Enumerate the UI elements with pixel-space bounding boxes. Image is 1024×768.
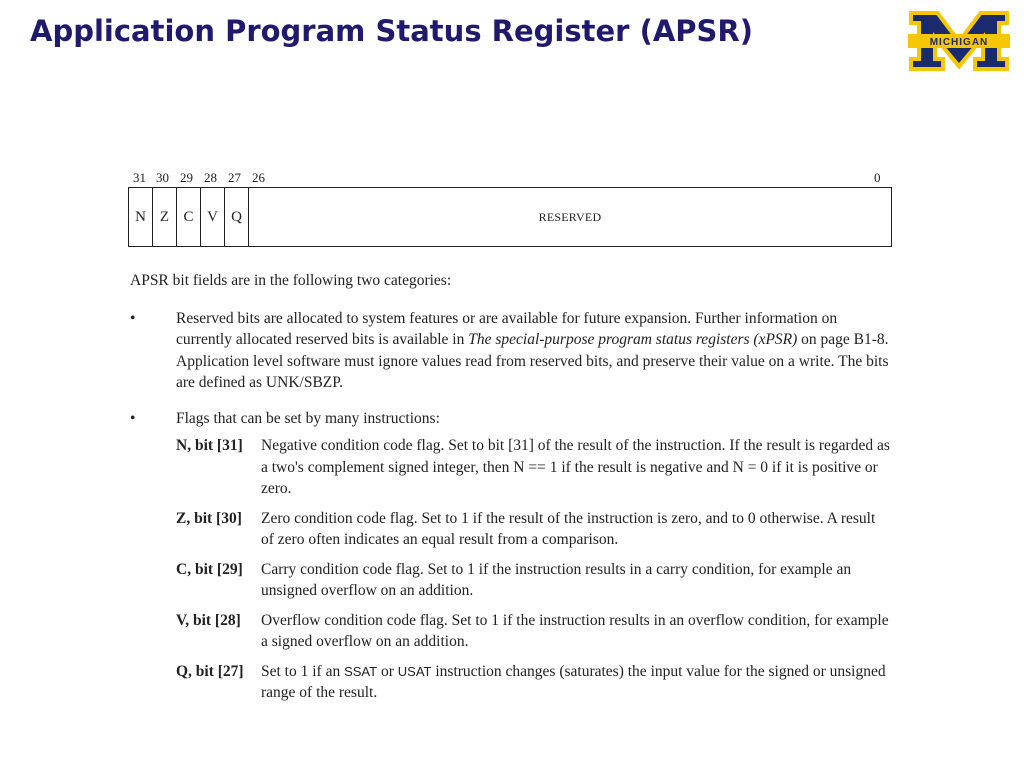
register-diagram bbox=[128, 187, 892, 247]
flag-label: N, bit [31] bbox=[176, 437, 243, 454]
bit-number: 30 bbox=[156, 170, 169, 185]
flag-description bbox=[261, 661, 892, 704]
register-flag-z: Z bbox=[153, 188, 177, 246]
q-desc-prefix: Set to 1 if an bbox=[261, 662, 345, 680]
xpsr-reference: The special-purpose program status registers (xPSR) bbox=[468, 331, 798, 348]
slide-title: Application Program Status Register (APSR) bbox=[30, 14, 753, 48]
intro-text: APSR bit fields are in the following two categories: bbox=[130, 272, 452, 289]
flags-intro-text: Flags that can be set by many instructions: bbox=[176, 409, 440, 427]
flag-label: Q, bit [27] bbox=[176, 662, 244, 680]
reserved-text-part1: Reserved bits are allocated to system features or are available for future expansion. Further information on currently allocated reserved bits is available in bbox=[176, 309, 838, 348]
register-bit-numbers bbox=[128, 170, 892, 186]
logo-text: MICHIGAN bbox=[929, 37, 989, 48]
bit-number: 28 bbox=[204, 170, 217, 185]
flag-definition bbox=[176, 435, 892, 500]
bullet-flags bbox=[130, 408, 892, 704]
flag-label: Z, bit [30] bbox=[176, 509, 242, 527]
flag-description: Carry condition code flag. Set to 1 if the instruction results in a carry condition, for example an unsigned overflow on an addition. bbox=[261, 560, 852, 599]
bit-number: 27 bbox=[228, 170, 241, 185]
register-flag-c: C bbox=[177, 188, 201, 246]
flag-description: Overflow condition code flag. Set to 1 if the instruction results in an overflow condition, for example a signed overflow on an addition. bbox=[261, 611, 889, 650]
ssat-instruction: SSAT bbox=[344, 663, 378, 679]
flag-definition bbox=[176, 610, 892, 653]
michigan-logo bbox=[908, 10, 1010, 72]
register-reserved-field: RESERVED bbox=[538, 209, 602, 224]
q-desc-or: or bbox=[377, 662, 398, 680]
flag-description: Zero condition code flag. Set to 1 if the result of the instruction is zero, and to 0 otherwise. A result of zero often indicates an equal result from a comparison. bbox=[261, 509, 876, 548]
flag-label: V, bit [28] bbox=[176, 611, 241, 629]
flag-definitions bbox=[176, 435, 892, 704]
bit-number: 0 bbox=[874, 170, 881, 185]
q-desc-suffix: instruction changes (saturates) the input value for the signed or unsigned range of the result. bbox=[261, 662, 886, 701]
flag-definition-q bbox=[176, 661, 892, 704]
flag-label: C, bit [29] bbox=[176, 560, 243, 578]
bullet-dot: • bbox=[130, 409, 136, 427]
register-flag-q: Q bbox=[225, 188, 249, 246]
register-flag-v: V bbox=[201, 188, 225, 246]
document-body bbox=[130, 270, 892, 712]
usat-instruction: USAT bbox=[397, 663, 432, 679]
flag-description: Negative condition code flag. Set to bit [31] of the result of the instruction. If the result is regarded as a two's complement signed integer, then N == 1 if the result is negative and N = 0 if it is positive or zero. bbox=[261, 437, 890, 497]
bit-number: 26 bbox=[252, 170, 265, 185]
bullet-reserved bbox=[130, 308, 892, 394]
bit-number: 29 bbox=[180, 170, 193, 185]
flag-definition bbox=[176, 559, 892, 602]
register-flag-n: N bbox=[129, 188, 153, 246]
bit-number: 31 bbox=[133, 170, 146, 185]
reserved-bits-text bbox=[176, 308, 892, 394]
flag-definition bbox=[176, 508, 892, 551]
reserved-text-part2: on page B1-8. Application level software must ignore values read from reserved bits, and preserve their value on a write. The bits are defined as UNK/SBZP. bbox=[176, 331, 889, 391]
bullet-dot: • bbox=[130, 309, 136, 327]
